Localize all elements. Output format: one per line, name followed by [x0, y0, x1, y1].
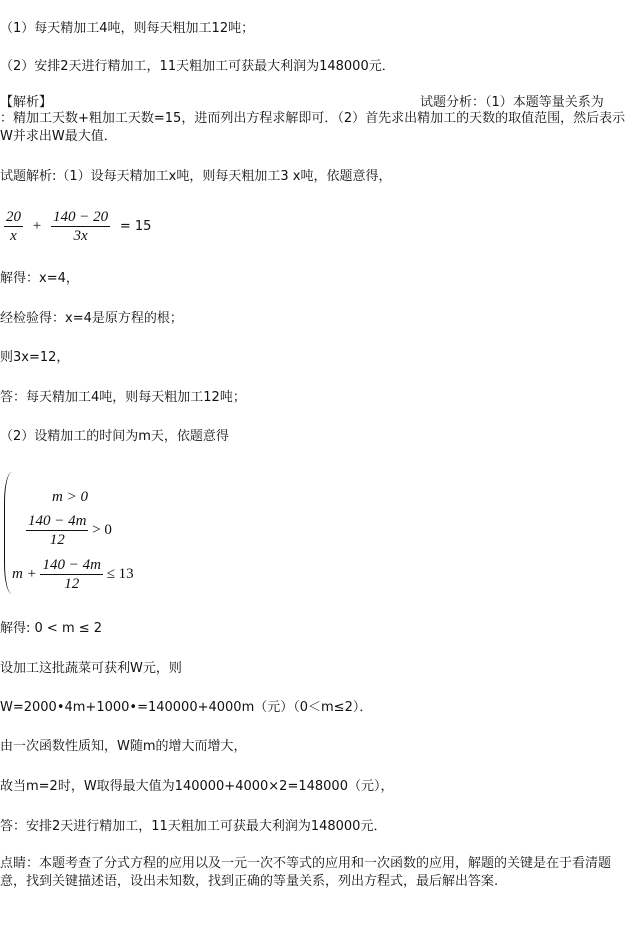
profit-formula: W=2000•4m+1000•=140000+4000m（元）（0＜m≤2）． — [0, 700, 373, 715]
monotone-line: 由一次函数性质知，W随m的增大而增大， — [0, 739, 247, 754]
equation — [4, 208, 151, 245]
answer-line-2: （2）安排2天进行精加工，11天粗加工可获最大利润为148000元． — [0, 59, 395, 74]
answer-part-1: 答：每天精加工4吨，则每天粗加工12吨； — [0, 390, 246, 405]
answer-part-2: 答：安排2天进行精加工，11天粗加工可获最大利润为148000元． — [0, 819, 387, 834]
plus-sign: + — [32, 217, 42, 234]
fraction-1: $\frac{20}{x}$ — [6, 209, 21, 244]
system-row-3: m + $\frac{140 - 4m}{12}$ ≤ 13 — [12, 557, 134, 592]
solution-intro: 试题解析:（1）设每天精加工x吨，则每天粗加工3 x吨，依题意得， — [0, 169, 392, 184]
profit-intro: 设加工这批蔬菜可获利W元，则 — [0, 661, 182, 676]
system-row-2: $\frac{140 - 4m}{12}$ > 0 — [28, 513, 112, 548]
range-line: 解得: 0 < m ≤ 2 — [0, 621, 103, 636]
part-2-intro: （2）设精加工的时间为m天，依题意得 — [0, 429, 229, 444]
fraction-2: $\frac{140 - 20}{3x}$ — [52, 209, 109, 244]
system-row-1: m > 0 — [52, 489, 88, 505]
max-line: 故当m=2时，W取得最大值为140000+4000×2=148000（元）， — [0, 779, 394, 794]
comment: 点睛：本题考查了分式方程的应用以及一元一次不等式的应用和一次函数的应用，解题的关键是在于看清题意，找到关键描述语，设出未知数，找到正确的等量关系，列出方程式，最后解出答案. — [0, 856, 612, 889]
analysis-heading: 【解析】 — [0, 95, 53, 110]
analysis-body: ：精加工天数+粗加工天数=15，进而列出方程求解即可．（2）首先求出精加工的天数的取值范围，然后表示W并求出W最大值． — [0, 111, 626, 144]
analysis-intro: 试题分析：（1）本题等量关系为 — [420, 95, 604, 110]
check-line: 经检验得：x=4是原方程的根； — [0, 311, 183, 326]
solve-line: 解得：x=4， — [0, 271, 79, 286]
then-line: 则3x=12， — [0, 350, 70, 365]
equation-rhs: = 15 — [119, 218, 152, 234]
answer-line-1: （1）每天精加工4吨，则每天粗加工12吨； — [0, 21, 255, 36]
